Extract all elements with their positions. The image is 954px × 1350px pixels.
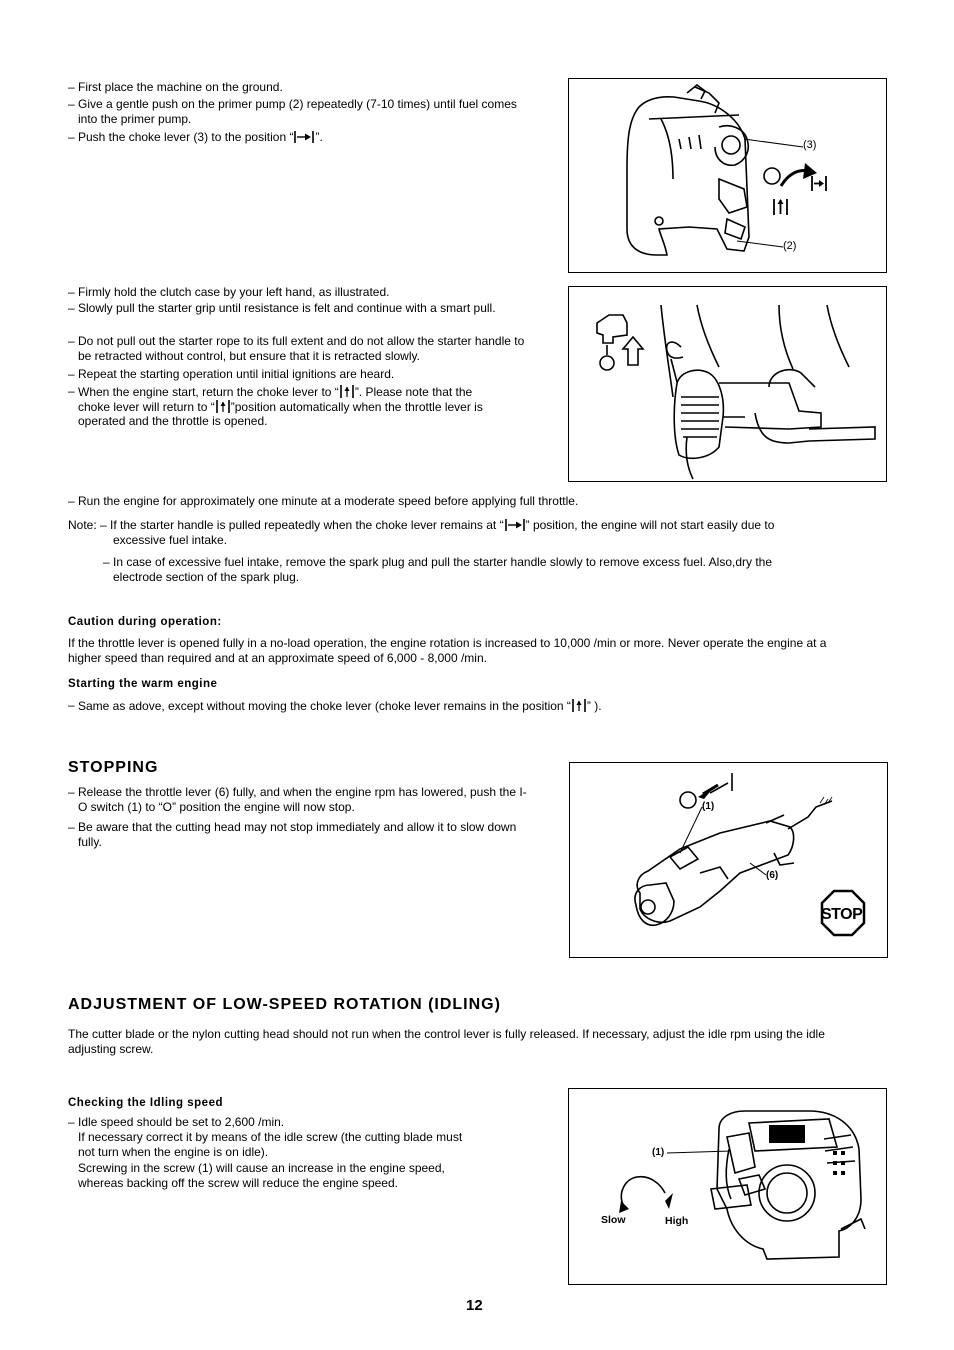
warm-engine-heading: Starting the warm engine [68, 678, 218, 690]
note-line-1-cont: excessive fuel intake. [113, 533, 228, 547]
idle-fig-label-high: High [665, 1215, 689, 1227]
idle-screw-figure [568, 1088, 887, 1285]
step1-bullet-3: – Push the choke lever (3) to the position “ ”. [68, 130, 323, 144]
stopping-bullet-1: – Release the throttle lever (6) fully, and when the engine rpm has lowered, push the I-O switch (1) to “O” position the engine will now stop. [68, 785, 527, 814]
caution-text-line-2: higher speed than required and at an approximate speed of 6,000 - 8,000 /min. [68, 651, 487, 665]
checking-idling-line-2: If necessary correct it by means of the idle screw (the cutting blade must [78, 1130, 463, 1144]
choke-closed-symbol [293, 130, 315, 144]
choke-open-symbol [571, 698, 587, 713]
page-number: 12 [466, 1297, 483, 1314]
caution-text-line-1: If the throttle lever is opened fully in a no-load operation, the engine rotation is increased to 10,000 /min or more. Never operate the engine at a [68, 636, 827, 650]
fig1-label-2: (2) [783, 240, 797, 252]
step2-bullet-5-line2: choke lever will return to “ ”position automatically when the throttle lever is [78, 400, 483, 414]
step2-bullet-5-line3: operated and the throttle is opened. [78, 414, 268, 428]
run-engine-bullet: – Run the engine for approximately one minute at a moderate speed before applying full throttle. [68, 494, 579, 508]
choke-primer-figure [568, 78, 887, 273]
stopping-bullet-2: – Be aware that the cutting head may not stop immediately and allow it to slow down fully. [68, 820, 517, 849]
checking-idling-line-4: Screwing in the screw (1) will cause an increase in the engine speed, [78, 1161, 445, 1175]
checking-idling-line-5: whereas backing off the screw will reduce the engine speed. [78, 1176, 398, 1190]
step1-bullet-2: – Give a gentle push on the primer pump (2) repeatedly (7-10 times) until fuel comes into the primer pump. [68, 97, 517, 126]
idling-intro-line-1: The cutter blade or the nylon cutting head should not run when the control lever is fully released. If necessary, adjust the idle rpm using the idle [68, 1027, 825, 1041]
stop-switch-figure [569, 762, 888, 958]
checking-idling-line-3: not turn when the engine is on idle). [78, 1145, 269, 1159]
checking-idling-heading: Checking the Idling speed [68, 1097, 223, 1109]
idle-fig-label-1: (1) [652, 1147, 665, 1158]
warm-engine-bullet: – Same as adove, except without moving the choke lever (choke lever remains in the position “ ” ). [68, 698, 602, 713]
stopping-heading: STOPPING [68, 759, 159, 776]
step2-bullet-5: – When the engine start, return the choke lever to “ ”. Please note that the [68, 384, 473, 399]
step2-bullet-2: – Slowly pull the starter grip until resistance is felt and continue with a smart pull. [68, 301, 496, 315]
fig1-label-3: (3) [803, 139, 817, 151]
choke-closed-symbol [504, 518, 526, 532]
note-line-2-cont: electrode section of the spark plug. [113, 570, 300, 584]
choke-open-symbol [339, 384, 355, 399]
step2-bullet-3: – Do not pull out the starter rope to its full extent and do not allow the starter handle to be retracted without control, but ensure that it is retracted slowly. [68, 334, 525, 363]
step2-bullet-4: – Repeat the starting operation until initial ignitions are heard. [68, 367, 395, 381]
starter-pull-figure [568, 286, 887, 482]
note-line-2: – In case of excessive fuel intake, remove the spark plug and pull the starter handle slowly to remove excess fuel. Also,dry the [103, 555, 773, 569]
caution-heading: Caution during operation: [68, 616, 222, 628]
idle-fig-label-slow: Slow [601, 1214, 626, 1226]
idling-intro-line-2: adjusting screw. [68, 1042, 154, 1056]
note-line-1: Note: – If the starter handle is pulled repeatedly when the choke lever remains at “ ” position, the engine will not start easily due to [68, 518, 775, 532]
step2-bullet-1: – Firmly hold the clutch case by your left hand, as illustrated. [68, 285, 390, 299]
stop-sign-text: STOP [821, 906, 863, 923]
checking-idling-bullet: – Idle speed should be set to 2,600 /min. [68, 1115, 285, 1129]
choke-open-symbol [215, 399, 231, 414]
idling-heading: ADJUSTMENT OF LOW-SPEED ROTATION (IDLING) [68, 996, 501, 1013]
step1-bullet-1: – First place the machine on the ground. [68, 80, 283, 94]
stop-fig-label-1: (1) [702, 801, 715, 812]
stop-fig-label-6: (6) [766, 870, 779, 881]
